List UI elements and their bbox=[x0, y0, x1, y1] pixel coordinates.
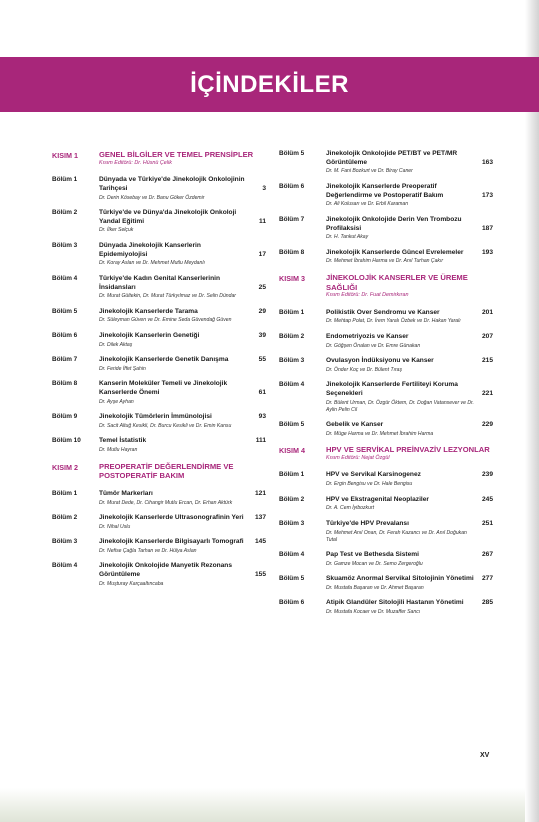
chapter-page-number: 229 bbox=[481, 421, 493, 429]
toc-column-left bbox=[52, 150, 266, 595]
chapter-title: Türkiye'de Kadın Genital Kanserlerinin İnsidansları bbox=[99, 274, 221, 291]
chapter-title: Pap Test ve Bethesda Sistemi bbox=[326, 551, 419, 559]
toc-entry[interactable] bbox=[52, 332, 266, 349]
chapter-body bbox=[99, 437, 250, 454]
chapter-title: Dünyada ve Türkiye'de Jinekolojik Onkolojinin Tarihçesi bbox=[99, 176, 245, 192]
chapter-body bbox=[326, 183, 477, 208]
chapter-page-number: 277 bbox=[481, 575, 493, 583]
chapter-label: Bölüm 2 bbox=[279, 495, 305, 503]
chapter-label: Bölüm 7 bbox=[279, 215, 305, 223]
chapter-page-number: 121 bbox=[254, 489, 266, 497]
chapter-page-number: 267 bbox=[481, 551, 493, 559]
chapter-label: Bölüm 2 bbox=[52, 514, 78, 522]
chapter-body bbox=[99, 275, 250, 300]
chapter-authors: Dr. Murat Gültekin, Dr. Murat Türkyılmaz ve Dr. Selin Dündar bbox=[99, 293, 236, 300]
bottom-decoration bbox=[0, 788, 525, 822]
chapter-title: Jinekolojik Kanserlerde Güncel Evrelemeler bbox=[326, 248, 464, 256]
part-editor: Kısım Editörü: Dr. Hüsnü Çelik bbox=[99, 159, 172, 166]
toc-entry[interactable] bbox=[279, 496, 493, 513]
chapter-body bbox=[99, 490, 250, 507]
chapter-label: Bölüm 8 bbox=[279, 248, 305, 256]
chapter-authors: Dr. Sacit Altuğ Kesikli, Dr. Burcu Kesikli ve Dr. Emin Kansu bbox=[99, 422, 232, 429]
chapter-label: Bölüm 5 bbox=[52, 307, 78, 315]
chapter-label: Bölüm 3 bbox=[52, 241, 78, 249]
part-heading bbox=[279, 445, 493, 462]
chapter-authors: Dr. Mustafa Başaran ve Dr. Ahmet Başaran bbox=[326, 584, 424, 591]
chapter-authors: Dr. Ayşe Ayhan bbox=[99, 398, 134, 405]
chapter-page-number: 11 bbox=[259, 217, 266, 225]
chapter-authors: Dr. Mehmet İbrahim Harma ve Dr. Anıl Turhan Çakır bbox=[326, 258, 444, 265]
toc-entry[interactable] bbox=[279, 551, 493, 568]
chapter-title: Jinekolojik Kanserlerde Genetik Danışma bbox=[99, 356, 229, 364]
chapter-label: Bölüm 5 bbox=[279, 150, 305, 157]
chapter-title: Jinekolojik Onkolojide Manyetik Rezonans Görüntüleme bbox=[99, 562, 233, 579]
chapter-title: Gebelik ve Kanser bbox=[326, 421, 384, 429]
chapter-body bbox=[326, 150, 477, 175]
part-label: KISIM 1 bbox=[52, 151, 78, 160]
chapter-label: Bölüm 4 bbox=[279, 381, 305, 389]
toc-entry[interactable] bbox=[52, 356, 266, 373]
chapter-authors: Dr. Önder Koç ve Dr. Bülent Tıraş bbox=[326, 366, 403, 373]
toc-entry[interactable] bbox=[52, 437, 266, 454]
chapter-body bbox=[99, 176, 250, 201]
chapter-authors: Dr. Bülent Urman, Dr. Özgür Öktem, Dr. Doğan Vatansever ve Dr. Aylin Pelin Cil bbox=[326, 399, 474, 413]
chapter-page-number: 39 bbox=[258, 331, 266, 339]
chapter-body bbox=[99, 380, 250, 405]
toc-entry[interactable] bbox=[279, 333, 493, 350]
chapter-title: HPV ve Ekstragenital Neoplaziler bbox=[326, 495, 429, 503]
chapter-page-number: 17 bbox=[258, 250, 266, 258]
chapter-title: Jinekolojik Kanserlerde Ultrasonografinin Yeri bbox=[99, 514, 244, 522]
chapter-label: Bölüm 3 bbox=[279, 519, 305, 527]
chapter-body bbox=[99, 514, 250, 531]
chapter-label: Bölüm 4 bbox=[279, 551, 305, 559]
chapter-body bbox=[99, 356, 250, 373]
toc-entry[interactable] bbox=[52, 413, 266, 430]
chapter-body bbox=[326, 599, 477, 616]
toc-entry[interactable] bbox=[279, 520, 493, 544]
toc-entry[interactable] bbox=[279, 471, 493, 488]
toc-entry[interactable] bbox=[52, 275, 266, 300]
toc-entry[interactable] bbox=[52, 242, 266, 267]
chapter-body bbox=[326, 471, 477, 488]
toc-entry[interactable] bbox=[52, 514, 266, 531]
chapter-body bbox=[326, 333, 477, 350]
part-heading bbox=[52, 150, 266, 167]
chapter-title: Polikistik Over Sendromu ve Kanser bbox=[326, 308, 440, 316]
chapter-authors: Dr. Göğşen Önalan ve Dr. Emre Günakan bbox=[326, 342, 421, 349]
chapter-title: Jinekolojik Kanserlerde Fertiliteyi Koruma Seçenekleri bbox=[326, 381, 458, 397]
chapter-page-number: 285 bbox=[481, 599, 493, 607]
toc-entry[interactable] bbox=[279, 421, 493, 438]
page-title: İÇİNDEKİLER bbox=[190, 71, 349, 98]
chapter-page-number: 111 bbox=[255, 437, 266, 445]
chapter-label: Bölüm 1 bbox=[52, 176, 78, 184]
toc-column-right bbox=[279, 150, 493, 624]
chapter-page-number: 239 bbox=[481, 471, 493, 479]
chapter-title: Kanserin Moleküler Temeli ve Jinekolojik Kanserlerde Önemi bbox=[99, 380, 228, 397]
page-edge-shadow bbox=[525, 0, 539, 822]
chapter-page-number: 187 bbox=[481, 224, 493, 232]
toc-entry[interactable] bbox=[279, 575, 493, 592]
chapter-authors: Dr. Mutlu Hayran bbox=[99, 447, 138, 454]
chapter-title: Atipik Glandüler Sitolojili Hastanın Yönetimi bbox=[326, 599, 464, 607]
chapter-body bbox=[326, 520, 477, 544]
chapter-page-number: 25 bbox=[258, 283, 266, 291]
part-label: KISIM 4 bbox=[279, 446, 305, 456]
chapter-title: Endometriyozis ve Kanser bbox=[326, 332, 409, 340]
toc-entry[interactable] bbox=[279, 357, 493, 374]
toc-entry[interactable] bbox=[279, 599, 493, 616]
toc-entry[interactable] bbox=[279, 150, 493, 175]
toc-entry[interactable] bbox=[52, 538, 266, 555]
chapter-authors: Dr. Derin Kösebay ve Dr. Banu Göker Özdemir bbox=[99, 194, 205, 201]
toc-entry[interactable] bbox=[279, 216, 493, 241]
chapter-label: Bölüm 6 bbox=[279, 599, 305, 607]
chapter-authors: Dr. M. Fani Bozkurt ve Dr. Biray Caner bbox=[326, 168, 413, 175]
chapter-title: Türkiye'de ve Dünya'da Jinekolojik Onkoloji Yandal Eğitimi bbox=[99, 209, 237, 225]
chapter-authors: Dr. Müge Harma ve Dr. Mehmet İbrahim Harma bbox=[326, 430, 434, 437]
chapter-label: Bölüm 10 bbox=[52, 437, 81, 445]
toc-entry[interactable] bbox=[279, 183, 493, 208]
chapter-title: Ovulasyon İndüksiyonu ve Kanser bbox=[326, 357, 434, 365]
chapter-body bbox=[99, 242, 250, 267]
chapter-authors: Dr. Nihal Uslu bbox=[99, 523, 131, 530]
chapter-body bbox=[326, 551, 477, 568]
chapter-body bbox=[326, 216, 477, 241]
toc-entry[interactable] bbox=[279, 309, 493, 326]
chapter-page-number: 137 bbox=[254, 514, 266, 522]
chapter-body bbox=[99, 209, 250, 234]
chapter-title: Tümör Markerları bbox=[99, 489, 153, 497]
chapter-authors: Dr. Muşturay Karçaaltıncaba bbox=[99, 580, 164, 587]
chapter-authors: Dr. Gamze Mocan ve Dr. Semo Zergeroğlu bbox=[326, 560, 423, 567]
chapter-page-number: 245 bbox=[481, 495, 493, 503]
chapter-page-number: 215 bbox=[481, 357, 493, 365]
chapter-body bbox=[99, 562, 250, 587]
chapter-title: Skuamöz Anormal Servikal Sitolojinin Yönetimi bbox=[326, 575, 474, 583]
chapter-page-number: 93 bbox=[258, 413, 266, 421]
chapter-page-number: 55 bbox=[258, 356, 266, 364]
chapter-title: Temel İstatistik bbox=[99, 437, 147, 445]
chapter-body bbox=[326, 357, 477, 374]
chapter-page-number: 201 bbox=[481, 308, 493, 316]
chapter-label: Bölüm 1 bbox=[279, 471, 305, 479]
part-title: GENEL BİLGİLER VE TEMEL PRENSİPLER bbox=[99, 150, 254, 159]
part-title: HPV VE SERVİKAL PREİNVAZİV LEZYONLAR bbox=[326, 445, 490, 455]
chapter-page-number: 221 bbox=[481, 389, 493, 397]
chapter-label: Bölüm 2 bbox=[279, 332, 305, 340]
part-title: PREOPERATİF DEĞERLENDİRME VE POSTOPERATİF BAKIM bbox=[99, 461, 234, 481]
chapter-label: Bölüm 4 bbox=[52, 562, 78, 570]
toc-entry[interactable] bbox=[52, 308, 266, 325]
chapter-body bbox=[326, 421, 477, 438]
chapter-authors: Dr. Dilek Aktaş bbox=[99, 341, 133, 348]
chapter-authors: Dr. Ergin Bengisu ve Dr. Hale Bengisu bbox=[326, 481, 413, 488]
chapter-title: Jinekolojik Kanserlerde Bilgisayarlı Tomografi bbox=[99, 538, 244, 546]
part-heading bbox=[52, 462, 266, 481]
toc-entry[interactable] bbox=[52, 176, 266, 201]
chapter-page-number: 145 bbox=[254, 538, 266, 546]
chapter-label: Bölüm 5 bbox=[279, 421, 305, 429]
toc-entry[interactable] bbox=[52, 490, 266, 507]
chapter-authors: Dr. Mehmet Anıl Onan, Dr. Ferah Kazancı ve Dr. Anıl Doğukan Tutal bbox=[326, 529, 467, 543]
chapter-label: Bölüm 6 bbox=[279, 182, 305, 190]
chapter-page-number: 155 bbox=[254, 571, 266, 579]
chapter-page-number: 207 bbox=[481, 332, 493, 340]
chapter-page-number: 173 bbox=[481, 191, 493, 199]
chapter-page-number: 3 bbox=[262, 184, 266, 192]
part-heading bbox=[279, 273, 493, 300]
chapter-label: Bölüm 9 bbox=[52, 413, 78, 421]
chapter-body bbox=[99, 538, 250, 555]
chapter-body bbox=[326, 381, 477, 413]
chapter-title: Türkiye'de HPV Prevalansı bbox=[326, 519, 409, 527]
chapter-body bbox=[99, 332, 250, 349]
chapter-title: HPV ve Servikal Karsinogenez bbox=[326, 471, 421, 479]
chapter-authors: Dr. Nefise Çağla Tarhan ve Dr. Hülya Aslan bbox=[99, 547, 197, 554]
chapter-label: Bölüm 3 bbox=[279, 357, 305, 365]
chapter-authors: Dr. Koray Aslan ve Dr. Mehmet Mutlu Meydanlı bbox=[99, 260, 205, 267]
chapter-page-number: 193 bbox=[481, 248, 493, 256]
chapter-title: Jinekolojik Onkolojide PET/BT ve PET/MR Görüntüleme bbox=[326, 150, 458, 166]
chapter-authors: Dr. Mustafa Kocaer ve Dr. Muzaffer Sancı bbox=[326, 609, 421, 616]
chapter-label: Bölüm 2 bbox=[52, 209, 78, 216]
chapter-authors: Dr. Ali Kolusarı ve Dr. Erbil Karaman bbox=[326, 201, 409, 208]
chapter-body bbox=[99, 413, 250, 430]
chapter-title: Dünyada Jinekolojik Kanserlerin Epidemiyolojisi bbox=[99, 241, 201, 258]
chapter-authors: Dr. H. Tankut Akay bbox=[326, 234, 369, 241]
toc-entry[interactable] bbox=[52, 380, 266, 405]
chapter-label: Bölüm 5 bbox=[279, 575, 305, 583]
chapter-title: Jinekolojik Kanserlerin Genetiği bbox=[99, 331, 200, 339]
chapter-body bbox=[326, 575, 477, 592]
chapter-title: Jinekolojik Kanserlerde Tarama bbox=[99, 307, 198, 315]
chapter-label: Bölüm 1 bbox=[52, 489, 78, 497]
chapter-body bbox=[326, 309, 477, 326]
chapter-title: Jinekolojik Tümörlerin İmmünolojisi bbox=[99, 413, 212, 421]
part-editor: Kısım Editörü: Dr. Fuat Demirkıran bbox=[326, 292, 409, 299]
chapter-label: Bölüm 8 bbox=[52, 380, 78, 388]
page-number: XV bbox=[480, 752, 490, 759]
chapter-title: Jinekolojik Kanserlerde Preoperatif Değerlendirme ve Postoperatif Bakım bbox=[326, 182, 444, 199]
toc-entry[interactable] bbox=[52, 562, 266, 587]
chapter-page-number: 251 bbox=[481, 519, 493, 527]
chapter-authors: Dr. Feride İffet Şahin bbox=[99, 365, 146, 372]
chapter-label: Bölüm 3 bbox=[52, 538, 78, 546]
chapter-page-number: 163 bbox=[481, 158, 493, 166]
chapter-body bbox=[326, 249, 477, 266]
chapter-label: Bölüm 6 bbox=[52, 331, 78, 339]
chapter-authors: Dr. Süleyman Güven ve Dr. Emine Seda Güvendağ Güven bbox=[99, 317, 232, 324]
part-label: KISIM 3 bbox=[279, 273, 305, 283]
toc-entry[interactable] bbox=[279, 249, 493, 266]
chapter-title: Jinekolojik Onkolojide Derin Ven Trombozu Profilaksisi bbox=[326, 215, 462, 232]
chapter-authors: Dr. Mehtap Polat, Dr. İrem Yaralı Özbek ve Dr. Hakan Yaralı bbox=[326, 318, 461, 325]
chapter-authors: Dr. Murat Dede, Dr. Cihangir Mutlu Ercan, Dr. Erhan Aktürk bbox=[99, 499, 233, 506]
chapter-page-number: 61 bbox=[258, 389, 266, 397]
part-editor: Kısım Editörü: Nejat Özgül bbox=[326, 454, 390, 461]
chapter-label: Bölüm 1 bbox=[279, 308, 305, 316]
toc-entry[interactable] bbox=[279, 381, 493, 413]
part-title: JİNEKOLOJİK KANSERLER VE ÜREME SAĞLIĞI bbox=[326, 272, 468, 292]
chapter-label: Bölüm 7 bbox=[52, 356, 78, 364]
title-banner bbox=[0, 57, 539, 112]
toc-entry[interactable] bbox=[52, 209, 266, 234]
part-label: KISIM 2 bbox=[52, 462, 78, 472]
chapter-page-number: 29 bbox=[258, 307, 266, 315]
chapter-body bbox=[99, 308, 250, 325]
chapter-authors: Dr. A. Cem İyibozkurt bbox=[326, 505, 375, 512]
chapter-label: Bölüm 4 bbox=[52, 274, 78, 282]
chapter-authors: Dr. İlker Selçuk bbox=[99, 227, 134, 234]
chapter-body bbox=[326, 496, 477, 513]
